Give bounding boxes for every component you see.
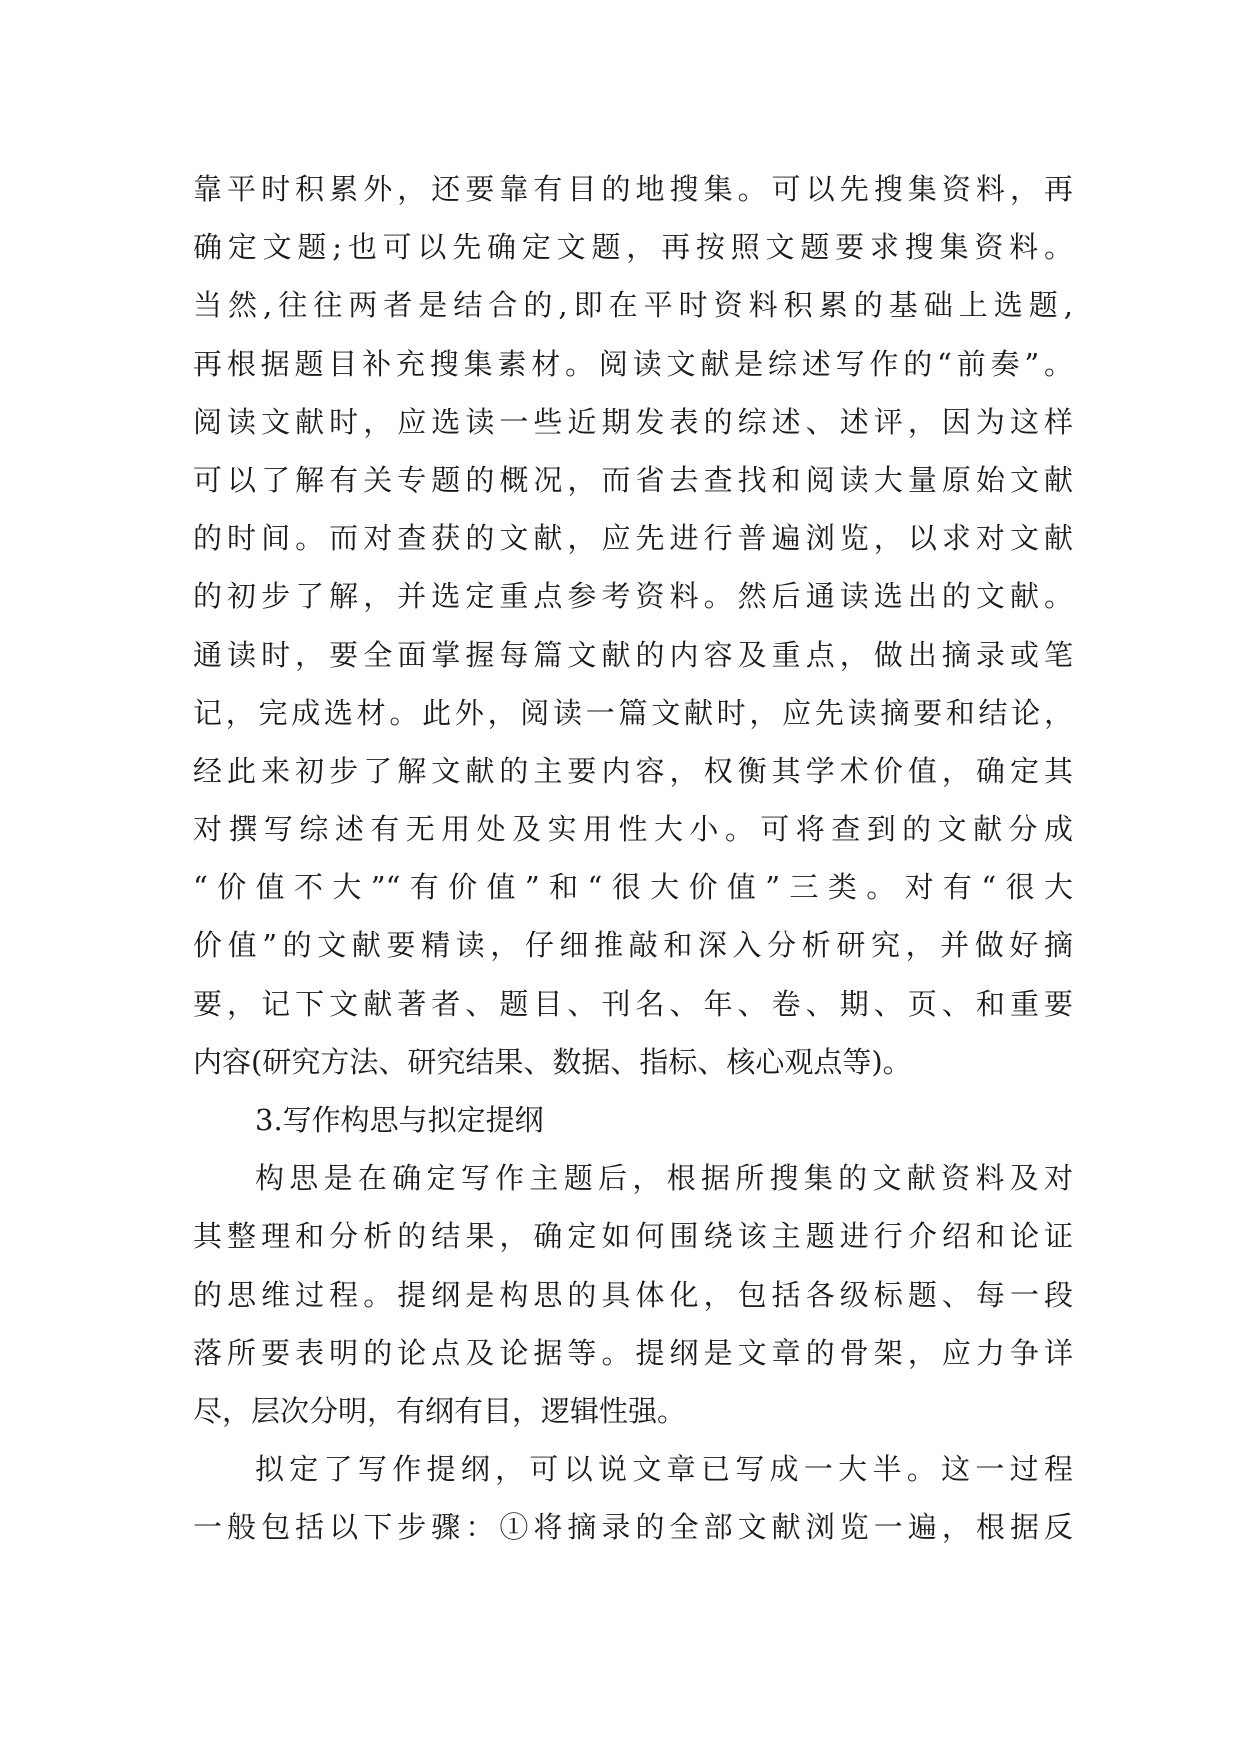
text-line: 构思是在确定写作主题后，根据所搜集的文献资料及对 <box>255 1161 1073 1196</box>
paragraph-2 <box>193 1149 1073 1440</box>
text-line: 价值”的文献要精读，仔细推敲和深入分析研究，并做好摘 <box>193 928 1073 963</box>
paragraph-1 <box>193 160 1073 1091</box>
text-line: 要，记下文献著者、题目、刊名、年、卷、期、页、和重要 <box>193 986 1073 1021</box>
text-line: 的思维过程。提纲是构思的具体化，包括各级标题、每一段 <box>193 1277 1073 1312</box>
text-line: 通读时，要全面掌握每篇文献的内容及重点，做出摘录或笔 <box>193 637 1073 672</box>
text-line: 靠平时积累外，还要靠有目的地搜集。可以先搜集资料，再 <box>193 172 1073 206</box>
text-line: 其整理和分析的结果，确定如何围绕该主题进行介绍和论证 <box>193 1219 1073 1254</box>
body-text <box>193 160 1073 1557</box>
paragraph-3 <box>193 1440 1073 1556</box>
text-line: 再根据题目补充搜集素材。阅读文献是综述写作的“前奏”。 <box>193 346 1073 381</box>
text-line: 落所要表明的论点及论据等。提纲是文章的骨架，应力争详 <box>193 1335 1073 1370</box>
text-line: 拟定了写作提纲，可以说文章已写成一大半。这一过程 <box>255 1452 1073 1487</box>
text-line: 尽，层次分明，有纲有目，逻辑性强。 <box>193 1393 687 1428</box>
text-line: 确定文题;也可以先确定文题，再按照文题要求搜集资料。 <box>193 230 1073 265</box>
text-line: 的时间。而对查获的文献，应先进行普遍浏览，以求对文献 <box>193 521 1073 556</box>
text-line: 一般包括以下步骤：①将摘录的全部文献浏览一遍，根据反 <box>193 1510 1073 1545</box>
text-line: 经此来初步了解文献的主要内容，权衡其学术价值，确定其 <box>193 753 1073 788</box>
text-line: 阅读文献时，应选读一些近期发表的综述、述评，因为这样 <box>193 404 1073 439</box>
text-line: 当然,往往两者是结合的,即在平时资料积累的基础上选题, <box>193 288 1073 323</box>
text-line: 可以了解有关专题的概况，而省去查找和阅读大量原始文献 <box>193 462 1073 497</box>
section-heading: 3.写作构思与拟定提纲 <box>255 1103 544 1137</box>
text-line: 的初步了解，并选定重点参考资料。然后通读选出的文献。 <box>193 579 1073 614</box>
text-line: 记，完成选材。此外，阅读一篇文献时，应先读摘要和结论， <box>193 695 1073 730</box>
text-line: 对撰写综述有无用处及实用性大小。可将查到的文献分成 <box>193 812 1073 847</box>
text-line: “价值不大”“有价值”和“很大价值”三类。对有“很大 <box>193 870 1073 905</box>
text-line: 内容(研究方法、研究结果、数据、指标、核心观点等)。 <box>193 1044 912 1079</box>
